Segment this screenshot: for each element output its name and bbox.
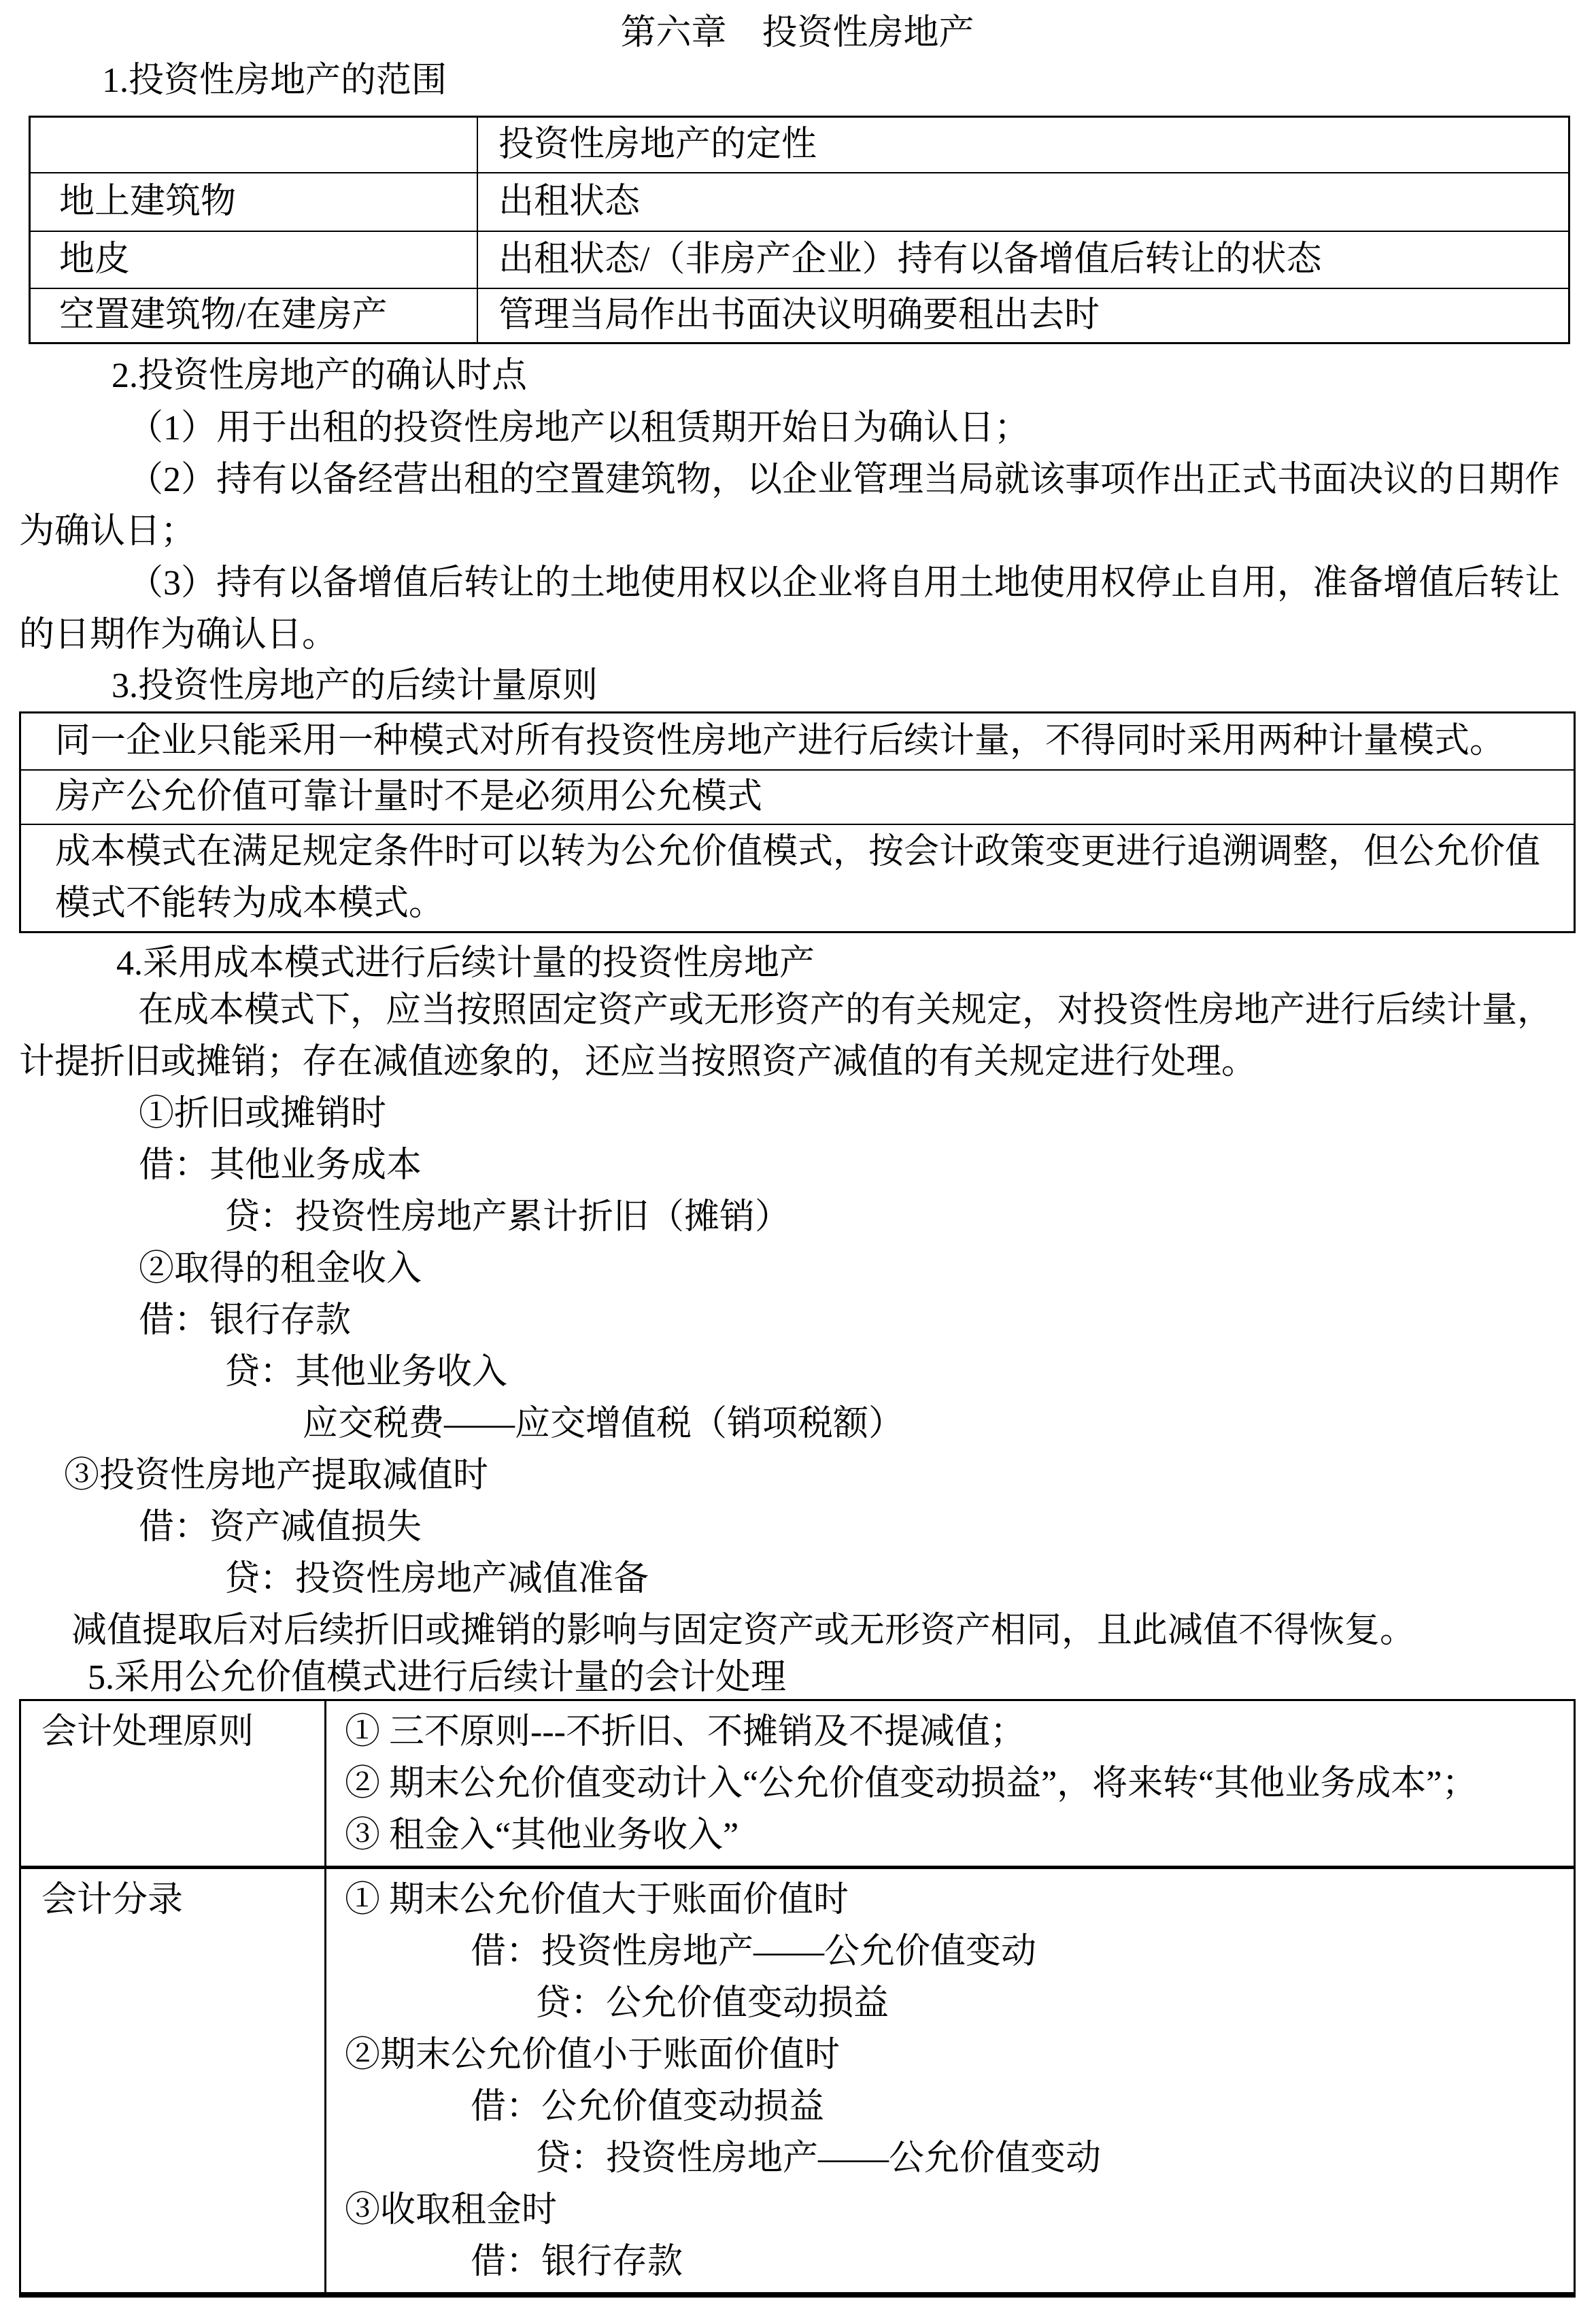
journal-entry-line: 贷：投资性房地产累计折旧（摊销）	[224, 1198, 791, 1237]
table-row	[30, 117, 1569, 173]
recognition-item-1: （1）用于出租的投资性房地产以租赁期开始日为确认日；	[128, 409, 1030, 448]
principle-cell: 同一企业只能采用一种模式对所有投资性房地产进行后续计量，不得同时采用两种计量模式。	[20, 713, 1575, 771]
section3-heading: 3.投资性房地产的后续计量原则	[112, 667, 598, 705]
impairment-note: 减值提取后对后续折旧或摊销的影响与固定资产或无形资产相同，且此减值不得恢复。	[71, 1611, 1416, 1650]
principle-cell: 房产公允价值可靠计量时不是必须用公允模式	[20, 770, 1575, 824]
table-row	[30, 173, 1569, 231]
section5-heading: 5.采用公允价值模式进行后续计量的会计处理	[88, 1658, 787, 1697]
scope-cell-type: 地皮	[30, 231, 478, 288]
journal-entry-line: ②取得的租金收入	[139, 1249, 422, 1288]
journal-entry-line: 借：资产减值损失	[139, 1508, 422, 1547]
scope-table	[29, 116, 1570, 344]
chapter-title: 第六章 投资性房地产	[620, 14, 974, 52]
fair-value-line: ③收取租金时	[345, 2191, 558, 2230]
journal-entry-line: 借：银行存款	[139, 1301, 352, 1340]
scope-header-cell-title: 投资性房地产的定性	[477, 117, 1569, 173]
row-label-journal-entries: 会计分录	[20, 1868, 326, 2296]
fair-value-line: 借：银行存款	[471, 2242, 683, 2281]
cost-model-intro: 在成本模式下，应当按照固定资产或无形资产的有关规定，对投资性房地产进行后续计量，计提折旧或摊销；存在减值迹象的，还应当按照资产减值的有关规定进行处理。	[19, 991, 1553, 1081]
scope-cell-type: 地上建筑物	[30, 173, 478, 231]
journal-entry-line: 借：其他业务成本	[139, 1146, 422, 1185]
fair-value-table	[19, 1699, 1576, 2298]
recognition-item-3: （3）持有以备增值后转让的土地使用权以企业将自用土地使用权停止自用，准备增值后转让的日期作为确认日。	[19, 564, 1561, 654]
fair-value-line: ① 期末公允价值大于账面价值时	[345, 1881, 849, 1919]
table-row	[20, 1700, 1575, 1868]
fair-value-line: ① 三不原则---不折旧、不摊销及不提减值；	[345, 1713, 1025, 1751]
scope-cell-condition: 出租状态	[477, 173, 1569, 231]
principle-cell: 成本模式在满足规定条件时可以转为公允价值模式，按会计政策变更进行追溯调整，但公允价值模式不能转为成本模式。	[20, 824, 1575, 932]
journal-entry-line: 应交税费——应交增值税（销项税额）	[303, 1405, 904, 1443]
accounting-principles-cell	[326, 1700, 1575, 1868]
scope-cell-type: 空置建筑物/在建房产	[30, 288, 478, 343]
principle-row	[20, 770, 1575, 824]
fair-value-line: ② 期末公允价值变动计入“公允价值变动损益”，将来转“其他业务成本”；	[345, 1764, 1478, 1803]
principle-row	[20, 824, 1575, 932]
measurement-principles-table	[19, 711, 1576, 933]
row-label-accounting-principles: 会计处理原则	[20, 1700, 326, 1868]
journal-entry-line: 贷：投资性房地产减值准备	[224, 1560, 649, 1598]
journal-entry-line: ③投资性房地产提取减值时	[64, 1456, 489, 1495]
table-row	[20, 1868, 1575, 2296]
scope-cell-condition: 管理当局作出书面决议明确要租出去时	[477, 288, 1569, 343]
section4-heading: 4.采用成本模式进行后续计量的投资性房地产	[116, 944, 815, 983]
recognition-item-2: （2）持有以备经营出租的空置建筑物，以企业管理当局就该事项作出正式书面决议的日期作为确认日；	[19, 460, 1561, 551]
fair-value-line: ③ 租金入“其他业务收入”	[345, 1816, 739, 1855]
journal-entry-line: 贷：其他业务收入	[224, 1353, 508, 1392]
section1-heading: 1.投资性房地产的范围	[102, 61, 447, 100]
journal-entry-line: ①折旧或摊销时	[139, 1094, 387, 1133]
table-row	[30, 288, 1569, 343]
scope-header-cell-blank	[30, 117, 478, 173]
fair-value-line: 贷：投资性房地产——公允价值变动	[535, 2139, 1102, 2178]
section2-heading: 2.投资性房地产的确认时点	[112, 356, 528, 395]
fair-value-line: 借：投资性房地产——公允价值变动	[471, 1932, 1037, 1971]
table-row	[30, 231, 1569, 288]
scope-cell-condition: 出租状态/（非房产企业）持有以备增值后转让的状态	[477, 231, 1569, 288]
fair-value-line: ②期末公允价值小于账面价值时	[345, 2036, 841, 2074]
journal-entries-cell	[326, 1868, 1575, 2296]
principle-row	[20, 713, 1575, 771]
fair-value-line: 贷：公允价值变动损益	[535, 1984, 889, 2023]
fair-value-line: 借：公允价值变动损益	[471, 2087, 825, 2126]
